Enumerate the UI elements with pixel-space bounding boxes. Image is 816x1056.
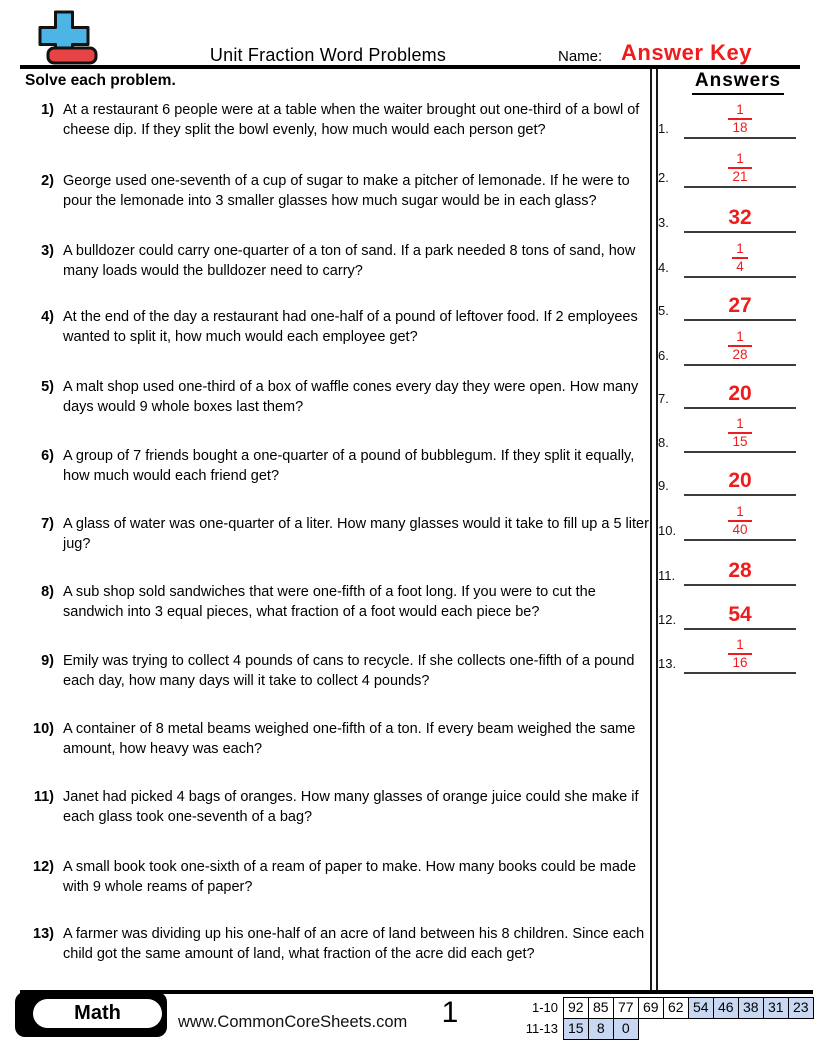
answer-value [684,471,796,492]
problem-number: 1) [41,102,54,118]
fraction-numerator: 1 [736,504,744,519]
score-row-label: 1-10 [531,1000,558,1015]
answer-blank-line [684,672,796,674]
page-number: 1 [441,996,459,1029]
problem-text: At a restaurant 6 people were at a table when the waiter brought out one-third of a bowl of cheese dip. If they split the bowl evenly, how much would each person get? [63,102,640,138]
answer-item [658,142,798,188]
answer-number: 8. [658,435,669,450]
fraction-numerator: 1 [736,416,744,431]
problem-item [24,583,654,622]
answer-number: 7. [658,391,669,406]
answer-item [658,187,798,233]
fraction-denominator: 16 [732,655,748,670]
answer-whole-value: 28 [728,559,752,582]
problem-number: 6) [41,448,54,464]
answer-fraction [728,103,751,135]
answer-item [658,628,798,674]
problem-text: A sub shop sold sandwiches that were one-fifth of a foot long. If you were to cut the sandwich into 3 equal pieces, what fraction of a foot would each piece be? [63,584,596,620]
problem-item [24,101,654,140]
answer-number: 1. [658,121,669,136]
score-cell: 0 [613,1018,640,1040]
problem-item [24,858,654,897]
answer-whole-value: 20 [728,469,752,492]
answer-value [684,330,796,362]
problem-item [24,925,654,964]
fraction-denominator: 18 [732,120,748,135]
problem-item [24,652,654,691]
problem-text: A glass of water was one-quarter of a liter. How many glasses would it take to fill up a 5 liter jug? [63,516,649,552]
problem-text: A container of 8 metal beams weighed one-fifth of a ton. If every beam weighed the same amount, how heavy was each? [63,721,636,757]
answer-value [684,561,796,582]
answer-whole-value: 32 [728,206,752,229]
score-cell: 54 [688,997,715,1019]
answer-number: 12. [658,612,677,627]
score-cell: 38 [738,997,765,1019]
score-cell: 77 [613,997,640,1019]
answer-item [658,232,798,278]
answer-whole-value: 27 [728,294,752,317]
fraction-denominator: 28 [732,347,748,362]
problem-number: 4) [41,309,54,325]
instructions: Solve each problem. [25,72,176,89]
problem-text: George used one-seventh of a cup of sugar to make a pitcher of lemonade. If he were to pour the lemonade into 3 smaller glasses how much sugar would be in each glass? [63,173,630,209]
answer-item [658,320,798,366]
problem-number: 7) [41,516,54,532]
problem-number: 5) [41,379,54,395]
answer-fraction [728,417,751,449]
score-cell: 85 [588,997,615,1019]
answer-value [684,605,796,626]
fraction-numerator: 1 [736,329,744,344]
problem-number: 13) [33,926,54,942]
problem-text: A malt shop used one-third of a box of waffle cones every day they were open. How many days would 9 whole boxes last them? [63,379,639,415]
answer-fraction [728,152,751,184]
problem-item [24,378,654,417]
problem-number: 10) [33,721,54,737]
score-row-1-10 [492,997,814,1019]
problem-text: A bulldozer could carry one-quarter of a ton of sand. If a park needed 8 tons of sand, how many loads would the bulldozer need to carry? [63,243,636,279]
answers-title: Answers [678,70,798,95]
answer-item [658,363,798,409]
problem-item [24,788,654,827]
fraction-numerator: 1 [736,102,744,117]
answer-number: 5. [658,303,669,318]
answer-item [658,275,798,321]
answer-item [658,584,798,630]
score-cell: 62 [663,997,690,1019]
fraction-denominator: 15 [732,434,748,449]
answer-number: 6. [658,348,669,363]
score-cell: 8 [588,1018,615,1040]
problem-text: Janet had picked 4 bags of oranges. How many glasses of orange juice could she make if each glass took one-seventh of a bag? [63,789,639,825]
answer-fraction [732,242,748,274]
answer-number: 9. [658,478,669,493]
fraction-numerator: 1 [736,637,744,652]
answer-item [658,450,798,496]
problem-number: 9) [41,653,54,669]
problem-text: A farmer was dividing up his one-half of an acre of land between his 8 children. Since each child got the same amount of land, what fraction of the acre did each get? [63,926,645,962]
answer-number: 2. [658,170,669,185]
score-row-label: 11-13 [525,1020,558,1036]
fraction-numerator: 1 [736,241,744,256]
score-cell: 31 [763,997,790,1019]
problem-number: 11) [33,789,54,805]
header-divider [20,65,800,69]
answer-item [658,540,798,586]
answer-value [684,638,796,670]
answer-number: 4. [658,260,669,275]
answer-fraction [728,330,751,362]
answer-key-text: Answer Key [621,40,752,65]
answer-value [684,384,796,405]
problem-text: A group of 7 friends bought a one-quarter of a pound of bubblegum. If they split it equally, how much would each friend get? [63,448,635,484]
answer-fraction [728,638,751,670]
problem-number: 2) [41,173,54,189]
answer-value [684,505,796,537]
answer-value [684,296,796,317]
answer-value [684,242,796,274]
fraction-denominator: 21 [732,169,748,184]
answer-value [684,103,796,135]
answer-item [658,93,798,139]
problem-text: At the end of the day a restaurant had one-half of a pound of leftover food. If 2 employees wanted to split it, how much would each employee get? [63,309,638,345]
problem-item [24,242,654,281]
answer-item [658,495,798,541]
fraction-denominator: 40 [732,522,748,537]
score-row-11-13 [492,1018,639,1040]
problem-item [24,308,654,347]
answer-fraction [728,505,751,537]
answer-number: 3. [658,215,669,230]
problem-item [24,172,654,211]
fraction-numerator: 1 [736,151,744,166]
problem-text: A small book took one-sixth of a ream of paper to make. How many books could be made with 9 whole reams of paper? [63,859,637,895]
answer-blank-line [684,137,796,139]
score-cell: 15 [563,1018,590,1040]
website-url: www.CommonCoreSheets.com [178,1013,408,1031]
score-cell: 46 [713,997,740,1019]
answers-column-divider [650,69,658,990]
answer-item [658,407,798,453]
problem-text: Emily was trying to collect 4 pounds of cans to recycle. If she collects one-fifth of a pound each day, how many days will it take to collect 4 pounds? [63,653,635,689]
problem-number: 8) [41,584,54,600]
answer-value [684,152,796,184]
answer-number: 10. [658,523,677,538]
page-title: Unit Fraction Word Problems [209,45,447,65]
answer-whole-value: 20 [728,382,752,405]
score-cell: 23 [788,997,815,1019]
answer-value [684,417,796,449]
answer-whole-value: 54 [728,603,752,626]
subject-badge [15,992,167,1037]
answer-number: 11. [658,568,676,583]
answer-number: 13. [658,656,677,671]
problem-number: 3) [41,243,54,259]
problem-item [24,720,654,759]
subject-badge-label: Math [33,999,162,1028]
answer-value [684,208,796,229]
math-plus-minus-icon [34,8,104,68]
name-label: Name: [558,48,603,65]
problem-item [24,515,654,554]
problem-item [24,447,654,486]
problem-number: 12) [33,859,54,875]
fraction-denominator: 4 [736,259,744,274]
score-cell: 92 [563,997,590,1019]
score-cell: 69 [638,997,665,1019]
